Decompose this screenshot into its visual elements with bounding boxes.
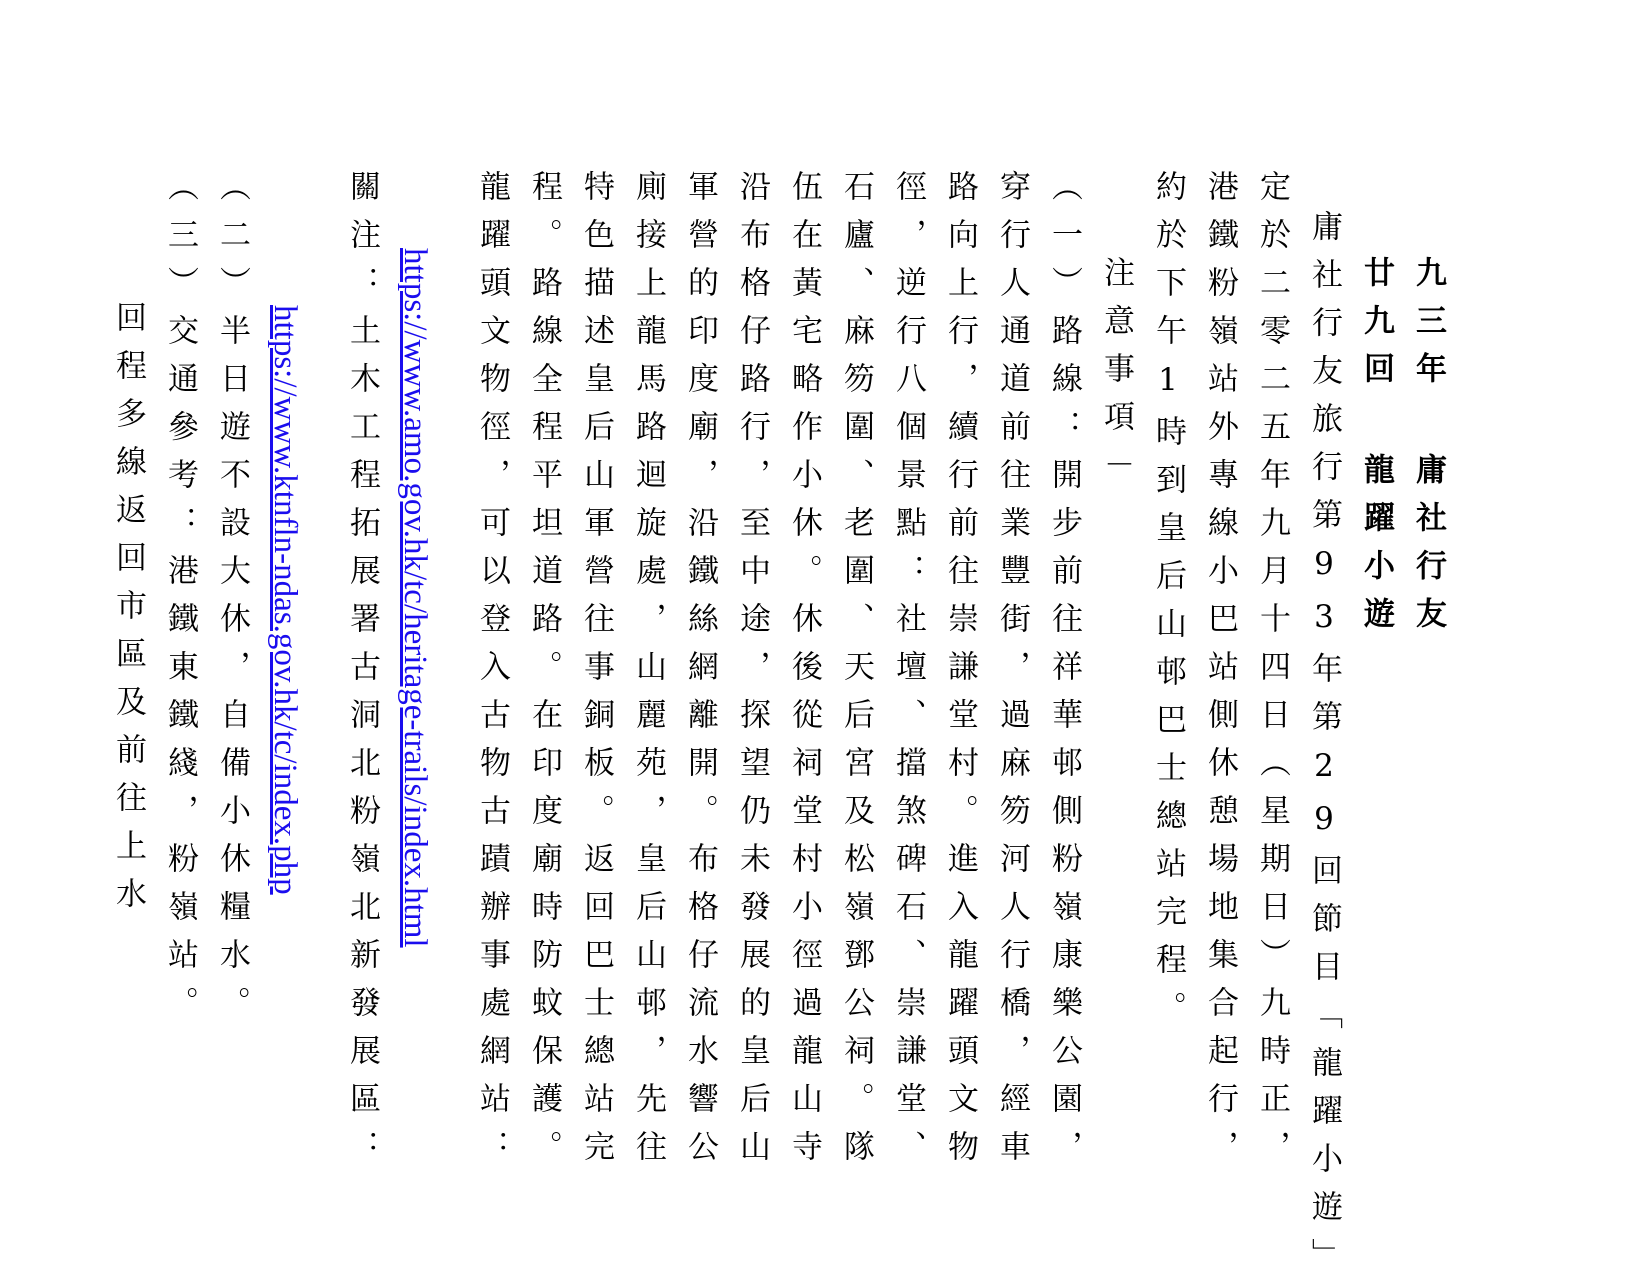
intro-line-2: 定於二零二五年九月十四日（星期日）九時正， [1254, 170, 1290, 1178]
intro-line-1: 庸社行友旅行第93年第29回節目「龍躍小遊」 [1306, 210, 1342, 1286]
route-line-4: 徑，逆行八個景點：社壇、擋煞碑石、崇謙堂、 [890, 170, 926, 1178]
heritage-trails-link[interactable]: https://www.amo.gov.hk/tc/heritage-trails/index.html [397, 248, 433, 948]
route-line-6: 伍在黃宅略作小休。休後從祠堂村小徑過龍山寺 [786, 170, 822, 1178]
route-line-12: 龍躍頭文物徑，可以登入古物古蹟辦事處網站： [474, 170, 510, 1178]
route-line-5: 石廬、麻笏圍、老圍、天后宮及松嶺鄧公祠。隊 [838, 170, 874, 1178]
intro-line-3: 港鐵粉嶺站外專線小巴站側休憩場地集合起行， [1202, 170, 1238, 1178]
item-3-continuation: 回程多線返回市區及前往上水 [110, 301, 146, 925]
route-line-7: 沿布格仔路行，至中途，探望仍未發展的皇后山 [734, 170, 770, 1178]
route-line-10: 特色描述皇后山軍營往事銅板。返回巴士總站完 [578, 170, 614, 1178]
route-line-3: 路向上行，續行前往崇謙堂村。進入龍躍頭文物 [942, 170, 978, 1178]
route-line-8: 軍營的印度廟，沿鐵絲網離開。布格仔流水響公 [682, 170, 718, 1178]
item-2-line: （二）半日遊不設大休，自備小休糧水。 [214, 170, 250, 1034]
intro-line-4: 約於下午1時到皇后山邨巴士總站完程。 [1150, 170, 1186, 1039]
item-3-line: （三）交通參考：港鐵東鐵綫，粉嶺站。 [162, 170, 198, 1034]
development-area-link[interactable]: https://www.ktnfln-ndas.gov.hk/tc/index.php [267, 305, 303, 895]
route-line-9: 廁接上龍馬路迴旋處，山麗苑，皇后山邨，先往 [630, 170, 666, 1178]
title-line-2: 廿九回 龍躍小遊 [1358, 256, 1394, 645]
title-line-1: 九三年 庸社行友 [1410, 256, 1446, 645]
route-line-1: （一）路線：開步前往祥華邨側粉嶺康樂公園， [1046, 170, 1082, 1178]
route-line-11: 程。路線全程平坦道路。在印度廟時防蚊保護。 [526, 170, 562, 1178]
attention-line: 關注：土木工程拓展署古洞北粉嶺北新發展區： [344, 170, 380, 1178]
notes-heading: 注意事項－ [1098, 256, 1134, 496]
route-line-2: 穿行人通道前往業豐街，過麻笏河人行橋，經車 [994, 170, 1030, 1178]
